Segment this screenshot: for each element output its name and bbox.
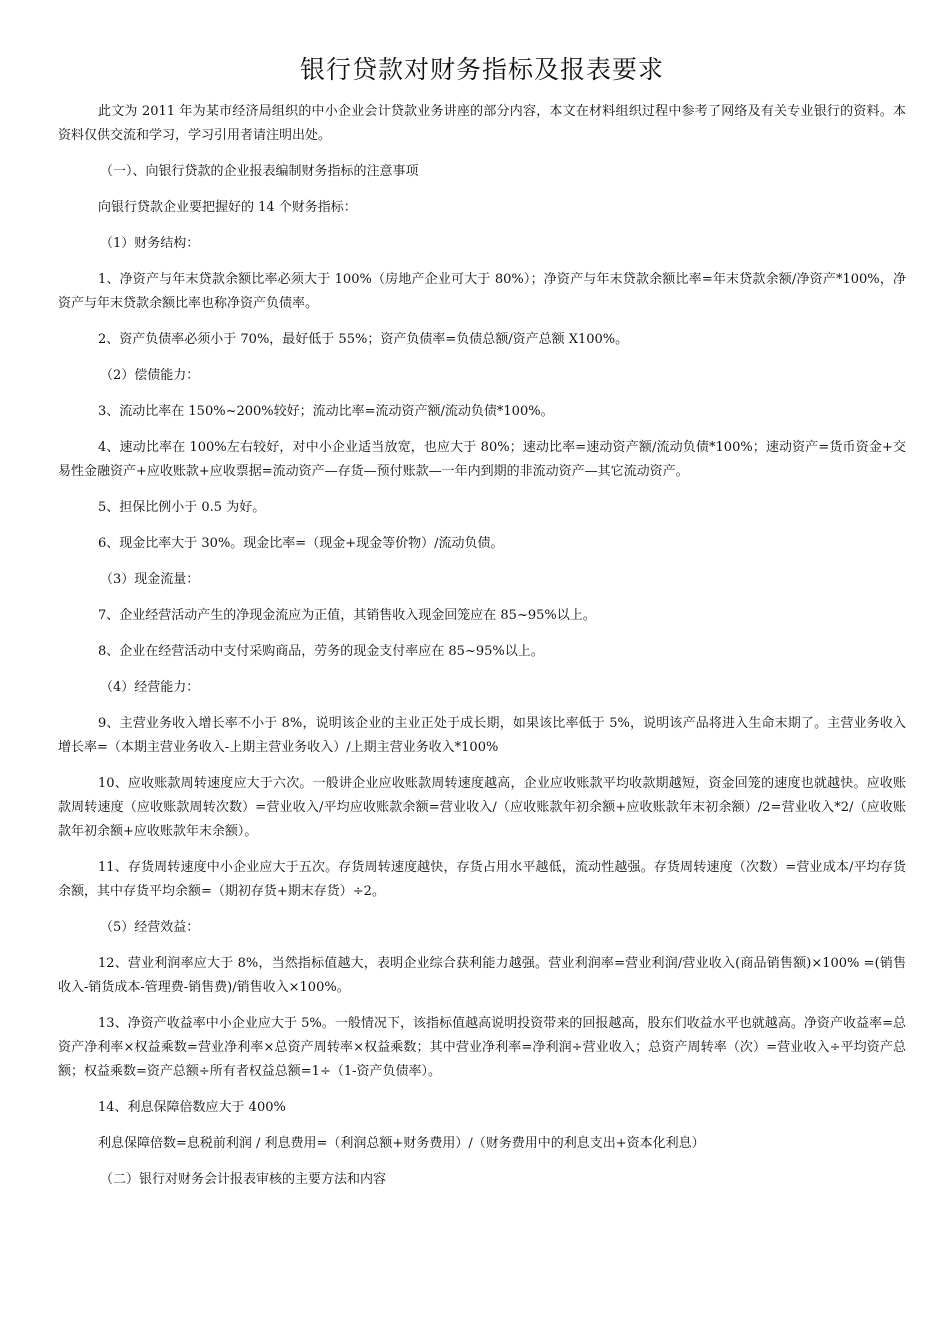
subheading-financial-structure: （1）财务结构： <box>100 236 200 251</box>
indicator-10: 10、应收账款周转速度应大于六次。一般讲企业应收账款周转速度越高，企业应收账款平均收款期越短，资金回笼的速度也就越快。应收账款周转速度（应收账款周转次数）=营业收入/平均应收账款余额=营业收入/（应收账款年初余额+应收账款年末初余额）/2=营业收入*2/（应收账款年初余额+应收账款年末余额）。 <box>58 776 906 839</box>
indicator-1: 1、净资产与年末贷款余额比率必须大于 100%（房地产企业可大于 80%）；净资产与年末贷款余额比率=年末贷款余额/净资产*100%，净资产与年末贷款余额比率也称净资产负债率。 <box>58 272 906 311</box>
indicator-12: 12、营业利润率应大于 8%，当然指标值越大，表明企业综合获利能力越强。营业利润率=营业利润/营业收入(商品销售额)×100% =(销售收入-销货成本-管理费-销售费)/销售收入×100%。 <box>58 956 906 995</box>
subheading-cash-flow: （3）现金流量： <box>100 572 200 587</box>
indicator-8: 8、企业在经营活动中支付采购商品，劳务的现金支付率应在 85~95%以上。 <box>98 644 544 659</box>
indicator-2: 2、资产负债率必须小于 70%，最好低于 55%；资产负债率=负债总额/资产总额 X100%。 <box>98 332 629 347</box>
document-title: 银行贷款对财务指标及报表要求 <box>299 55 664 84</box>
indicator-13: 13、净资产收益率中小企业应大于 5%。一般情况下，该指标值越高说明投资带来的回报越高，股东们收益水平也就越高。净资产收益率=总资产净利率×权益乘数=营业净利率×总资产周转率×权益乘数；其中营业净利率=净利润÷营业收入；总资产周转率（次）=营业收入÷平均资产总额；权益乘数=资产总额÷所有者权益总额=1÷（1-资产负债率）。 <box>58 1016 906 1079</box>
subheading-operating-capability: （4）经营能力： <box>100 680 200 695</box>
indicator-4: 4、速动比率在 100%左右较好，对中小企业适当放宽，也应大于 80%；速动比率=速动资产额/流动负债*100%；速动资产=货币资金+交易性金融资产+应收账款+应收票据=流动资产—存货—预付账款—一年内到期的非流动资产—其它流动资产。 <box>58 440 906 479</box>
indicator-3: 3、流动比率在 150%~200%较好；流动比率=流动资产额/流动负债*100%。 <box>98 404 554 419</box>
indicator-11: 11、存货周转速度中小企业应大于五次。存货周转速度越快，存货占用水平越低，流动性越强。存货周转速度（次数）=营业成本/平均存货余额，其中存货平均余额=（期初存货+期末存货）÷2。 <box>58 860 906 899</box>
section-heading-1: （一）、向银行贷款的企业报表编制财务指标的注意事项 <box>100 164 419 179</box>
intro-paragraph: 此文为 2011 年为某市经济局组织的中小企业会计贷款业务讲座的部分内容，本文在材料组织过程中参考了网络及有关专业银行的资料。本资料仅供交流和学习，学习引用者请注明出处。 <box>58 104 906 143</box>
subheading-solvency: （2）偿债能力： <box>100 368 200 383</box>
indicator-5: 5、担保比例小于 0.5 为好。 <box>98 500 266 515</box>
indicator-7: 7、企业经营活动产生的净现金流应为正值，其销售收入现金回笼应在 85~95%以上。 <box>98 608 596 623</box>
indicator-9: 9、主营业务收入增长率不小于 8%，说明该企业的主业正处于成长期，如果该比率低于 5%，说明该产品将进入生命末期了。主营业务收入增长率=（本期主营业务收入-上期主营业务收入）/上期主营业务收入*100% <box>58 716 906 755</box>
indicator-6: 6、现金比率大于 30%。现金比率=（现金+现金等价物）/流动负债。 <box>98 536 504 551</box>
list-intro: 向银行贷款企业要把握好的 14 个财务指标： <box>98 200 357 215</box>
section-heading-2: （二）银行对财务会计报表审核的主要方法和内容 <box>100 1172 387 1187</box>
subheading-operating-efficiency: （5）经营效益： <box>100 920 200 935</box>
indicator-14: 14、利息保障倍数应大于 400% <box>98 1100 286 1115</box>
interest-coverage-formula: 利息保障倍数=息税前利润 / 利息费用=（利润总额+财务费用）/（财务费用中的利息支出+资本化利息） <box>98 1136 705 1151</box>
